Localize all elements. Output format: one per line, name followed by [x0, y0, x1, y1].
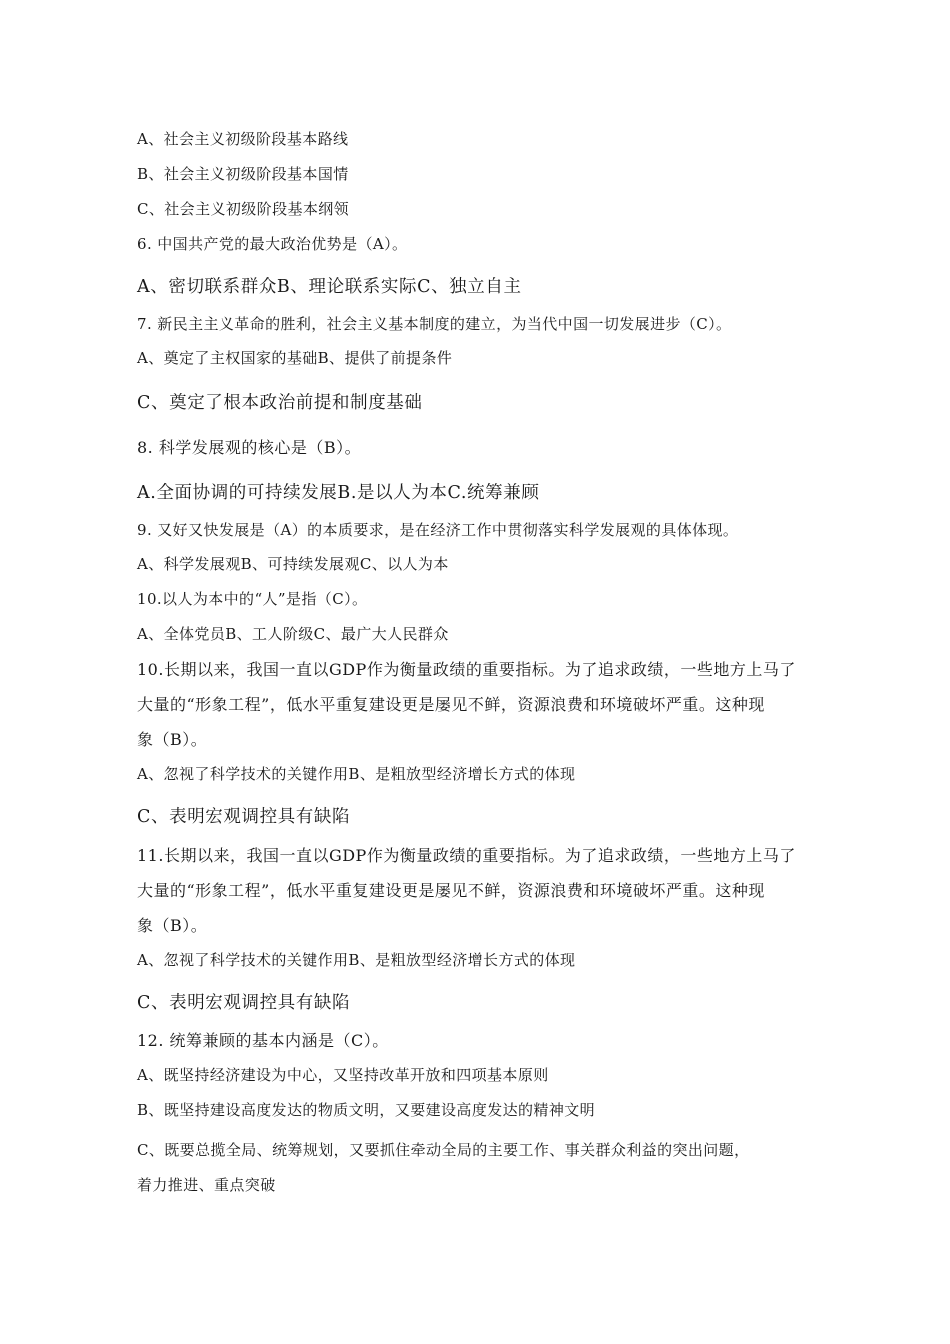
- option-a-line: A、社会主义初级阶段基本路线: [137, 130, 349, 148]
- question-11-option-c: C、表明宏观调控具有缺陷: [137, 993, 351, 1013]
- question-12-option-c-line-2: 着力推进、重点突破: [137, 1176, 276, 1194]
- question-11-options-ab: A、忽视了科学技术的关键作用B、是粗放型经济增长方式的体现: [137, 951, 576, 969]
- question-7-option-c: C、奠定了根本政治前提和制度基础: [137, 393, 423, 413]
- question-11-line-1: 11.长期以来，我国一直以GDP作为衡量政绩的重要指标。为了追求政绩，一些地方上马了: [137, 846, 796, 865]
- question-10b-line-1: 10.长期以来，我国一直以GDP作为衡量政绩的重要指标。为了追求政绩，一些地方上马了: [137, 660, 796, 679]
- option-c-line: C、社会主义初级阶段基本纲领: [137, 200, 350, 218]
- question-9: 9. 又好又快发展是（A）的本质要求，是在经济工作中贯彻落实科学发展观的具体体现。: [137, 521, 739, 539]
- question-10a: 10.以人为本中的“人”是指（C）。: [137, 590, 368, 608]
- question-7-options-ab: A、奠定了主权国家的基础B、提供了前提条件: [137, 349, 453, 367]
- question-12: 12. 统筹兼顾的基本内涵是（C）。: [137, 1031, 389, 1050]
- question-10b-line-3: 象（B）。: [137, 730, 208, 749]
- question-12-option-a: A、既坚持经济建设为中心，又坚持改革开放和四项基本原则: [137, 1066, 549, 1084]
- question-7: 7. 新民主主义革命的胜利，社会主义基本制度的建立，为当代中国一切发展进步（C）。: [137, 315, 732, 333]
- question-12-option-c-line-1: C、既要总揽全局、统筹规划，又要抓住牵动全局的主要工作、事关群众利益的突出问题，: [137, 1141, 750, 1159]
- question-11-line-3: 象（B）。: [137, 916, 208, 935]
- option-b-line: B、社会主义初级阶段基本国情: [137, 165, 349, 183]
- question-8: 8. 科学发展观的核心是（B）。: [137, 438, 362, 457]
- question-10b-option-c: C、表明宏观调控具有缺陷: [137, 807, 351, 827]
- question-11-line-2: 大量的“形象工程”，低水平重复建设更是屡见不鲜，资源浪费和环境破坏严重。这种现: [137, 881, 765, 900]
- question-10b-line-2: 大量的“形象工程”，低水平重复建设更是屡见不鲜，资源浪费和环境破坏严重。这种现: [137, 695, 765, 714]
- question-6-options: A、密切联系群众B、理论联系实际C、独立自主: [137, 277, 522, 297]
- question-12-option-b: B、既坚持建设高度发达的物质文明，又要建设高度发达的精神文明: [137, 1101, 596, 1119]
- question-6: 6. 中国共产党的最大政治优势是（A）。: [137, 235, 408, 253]
- question-8-options: A.全面协调的可持续发展B.是以人为本C.统筹兼顾: [137, 483, 540, 503]
- question-9-options: A、科学发展观B、可持续发展观C、以人为本: [137, 555, 449, 573]
- question-10b-options-ab: A、忽视了科学技术的关键作用B、是粗放型经济增长方式的体现: [137, 765, 576, 783]
- question-10a-options: A、全体党员B、工人阶级C、最广大人民群众: [137, 625, 449, 643]
